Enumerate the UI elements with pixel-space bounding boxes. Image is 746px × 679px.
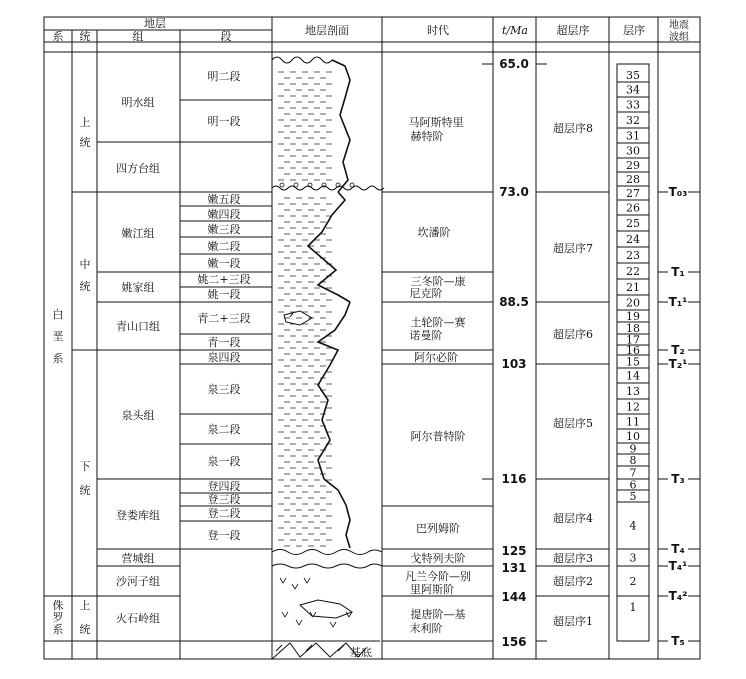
ma-156: 156 (501, 635, 527, 649)
formation-qingshankou: 青山口组 (116, 320, 160, 333)
sequence-13: 13 (626, 385, 640, 398)
formation-shahezi: 沙河子组 (116, 575, 160, 588)
member-nen5: 嫩五段 (207, 193, 241, 206)
lithology-curve-deng (324, 479, 350, 548)
member-deng1: 登一段 (207, 529, 241, 542)
header-age: 时代 (427, 24, 449, 37)
sequence-34: 34 (626, 83, 640, 97)
header-seismic-2: 波组 (669, 32, 689, 43)
age-maastrichtian: 马阿斯特里 (408, 116, 464, 129)
sequence-20: 20 (626, 296, 640, 310)
supersequence-8: 超层序8 (553, 122, 593, 135)
sequence-32: 32 (626, 114, 640, 127)
sequence-24: 24 (626, 233, 640, 246)
age-santonian: 三冬阶—康 (410, 275, 466, 288)
seismic-T03: T₀₃ (668, 185, 688, 199)
series-upper-1: 上 (79, 116, 91, 129)
age-albian: 阿尔必阶 (414, 351, 458, 364)
sequence-8: 8 (629, 454, 637, 467)
supersequence-labels (553, 121, 593, 628)
age-maastrichtian-2: 赫特阶 (410, 130, 444, 143)
age-turonian: 土轮阶—赛 (410, 316, 466, 329)
sequence-21: 21 (626, 281, 640, 294)
series-lower-1: 下 (79, 460, 91, 473)
series-middle-1: 中 (79, 258, 91, 271)
member-ming1: 明一段 (207, 115, 241, 128)
seismic-T2: T₂ (671, 343, 685, 357)
age-campanian: 坎潘阶 (417, 226, 451, 239)
system-cretaceous-2: 垩 (52, 330, 64, 343)
top-unconformity (272, 57, 332, 63)
sequence-12: 12 (626, 400, 640, 414)
header-supersequence: 超层序 (556, 24, 590, 37)
ma-labels (499, 57, 529, 649)
age-hauterivian: 戈特列夫阶 (410, 552, 466, 565)
series-jur-upper-2: 统 (79, 623, 91, 636)
seismic-T4: T₄ (671, 542, 685, 556)
seismic-T4-1: T₄¹ (668, 559, 688, 573)
formation-denglouku: 登娄库组 (116, 509, 160, 522)
series-jur-upper-1: 上 (79, 599, 91, 612)
member-nen4: 嫩四段 (207, 208, 241, 221)
sequence-18: 18 (626, 322, 640, 335)
lithology-curve-upper (332, 60, 350, 192)
formation-huoshiling: 火石岭组 (116, 612, 160, 625)
sequence-28: 28 (626, 173, 640, 186)
sequence-31: 31 (626, 129, 640, 143)
sequence-16: 16 (626, 344, 640, 357)
sequence-1: 1 (629, 601, 637, 614)
supersequence-2: 超层序2 (553, 575, 593, 588)
member-labels (197, 70, 250, 542)
member-yao23: 姚二+三段 (197, 273, 251, 286)
member-quan2: 泉二段 (207, 423, 241, 436)
member-quan4: 泉四段 (207, 351, 241, 364)
age-valanginian-2: 里阿斯阶 (410, 583, 454, 596)
age-barremian: 巴列姆阶 (416, 522, 460, 535)
header-seismic-1: 地震 (669, 20, 689, 31)
sequence-27: 27 (626, 187, 640, 200)
sequence-10: 10 (626, 430, 640, 443)
ma-73: 73.0 (499, 185, 529, 199)
system-jurassic-1: 侏 (52, 599, 64, 612)
ma-131: 131 (501, 561, 527, 575)
lithology-curve-middle (308, 192, 350, 302)
header-ma: t/Ma (502, 24, 528, 37)
age-aptian: 阿尔普特阶 (410, 430, 466, 443)
member-deng2: 登二段 (207, 507, 241, 520)
member-nen1: 嫩一段 (207, 257, 241, 270)
sequence-4: 4 (629, 519, 637, 533)
member-nen3: 嫩三段 (207, 223, 241, 236)
supersequence-6: 超层序6 (553, 328, 593, 341)
supersequence-5: 超层序5 (553, 417, 593, 430)
seismic-reflectors (658, 185, 700, 648)
formation-quantou: 泉头组 (121, 409, 155, 422)
basement-label: 基底 (350, 646, 372, 659)
formation-yingcheng: 营城组 (121, 552, 155, 565)
ma-88: 88.5 (499, 295, 529, 309)
sequence-14: 14 (626, 369, 640, 383)
system-jurassic-3: 系 (52, 623, 64, 636)
supersequence-3: 超层序3 (553, 552, 593, 565)
ma-125: 125 (501, 544, 527, 558)
formation-sifangtai: 四方台组 (116, 162, 160, 175)
sequence-19: 19 (626, 310, 640, 323)
header-system: 系 (52, 30, 64, 43)
system-cretaceous-3: 系 (52, 352, 64, 365)
supersequence-4: 超层序4 (553, 512, 593, 525)
formation-nenjiang: 嫩江组 (121, 227, 155, 240)
unconformity-73 (272, 186, 384, 190)
seismic-T3: T₃ (671, 472, 685, 486)
sequence-11: 11 (626, 415, 640, 429)
sequence-35: 35 (626, 69, 640, 82)
sequence-17: 17 (626, 333, 640, 347)
sequence-30: 30 (626, 144, 640, 158)
series-upper-2: 统 (79, 136, 91, 149)
sequence-2: 2 (629, 575, 637, 588)
header-strata: 地层 (144, 17, 166, 30)
unconformity-125 (272, 550, 382, 555)
ma-144: 144 (501, 590, 527, 604)
lithology-curve-lower (318, 302, 350, 479)
age-turonian-2: 诺曼阶 (409, 329, 443, 342)
supersequence-7: 超层序7 (553, 242, 593, 255)
age-tithonian-2: 末利阶 (409, 622, 443, 635)
sequence-23: 23 (626, 249, 640, 262)
age-tithonian: 提唐阶—基 (410, 608, 466, 621)
formation-mingshui: 明水组 (121, 96, 155, 109)
member-ming2: 明二段 (207, 70, 241, 83)
header-section: 地层剖面 (305, 24, 349, 37)
header-series: 统 (79, 30, 91, 43)
sequence-33: 33 (626, 98, 640, 112)
ma-116: 116 (501, 472, 527, 486)
member-deng4: 登四段 (207, 480, 241, 493)
sequence-22: 22 (626, 265, 640, 278)
member-qing1: 青一段 (207, 336, 241, 349)
seismic-T1-1: T₁¹ (668, 295, 688, 309)
formation-yaojia: 姚家组 (121, 281, 155, 294)
formation-labels (116, 95, 160, 625)
shale-dashes (278, 72, 332, 546)
age-valanginian: 凡兰今阶—别 (405, 570, 471, 583)
system-jurassic-2: 罗 (52, 611, 64, 624)
seismic-T1: T₁ (671, 265, 685, 279)
supersequence-1: 超层序1 (553, 615, 593, 628)
sequence-6: 6 (629, 478, 637, 492)
volcanic-lens (300, 600, 352, 618)
ma-103: 103 (501, 357, 527, 371)
member-qing23: 青二+三段 (197, 312, 251, 325)
ma-65: 65.0 (499, 57, 529, 71)
seismic-T2-1: T₂¹ (668, 357, 688, 371)
seismic-T5: T₅ (671, 634, 685, 648)
sequence-25: 25 (626, 217, 640, 230)
member-quan1: 泉一段 (207, 455, 241, 468)
lithology-section (272, 57, 384, 659)
age-santonian-2: 尼克阶 (409, 287, 443, 300)
header-formation: 组 (132, 30, 144, 43)
series-middle-2: 统 (79, 280, 91, 293)
member-deng3: 登三段 (207, 493, 241, 506)
header-member: 段 (220, 30, 232, 43)
sequence-29: 29 (626, 159, 640, 172)
member-nen2: 嫩二段 (207, 240, 241, 253)
sequence-cells (617, 69, 649, 614)
sequence-7: 7 (629, 466, 637, 480)
system-cretaceous-1: 白 (52, 308, 64, 321)
sequence-9: 9 (629, 442, 637, 456)
unconformity-131 (272, 564, 382, 568)
series-lower-2: 统 (79, 484, 91, 497)
member-quan3: 泉三段 (207, 383, 241, 396)
header-sequence: 层序 (623, 24, 645, 37)
sequence-3: 3 (629, 551, 637, 565)
seismic-T4-2: T₄² (668, 589, 688, 603)
sequence-26: 26 (626, 201, 640, 215)
sequence-5: 5 (629, 490, 637, 503)
volcanic-marks (280, 578, 352, 627)
sequence-15: 15 (626, 355, 640, 369)
member-yao1: 姚一段 (207, 288, 241, 301)
